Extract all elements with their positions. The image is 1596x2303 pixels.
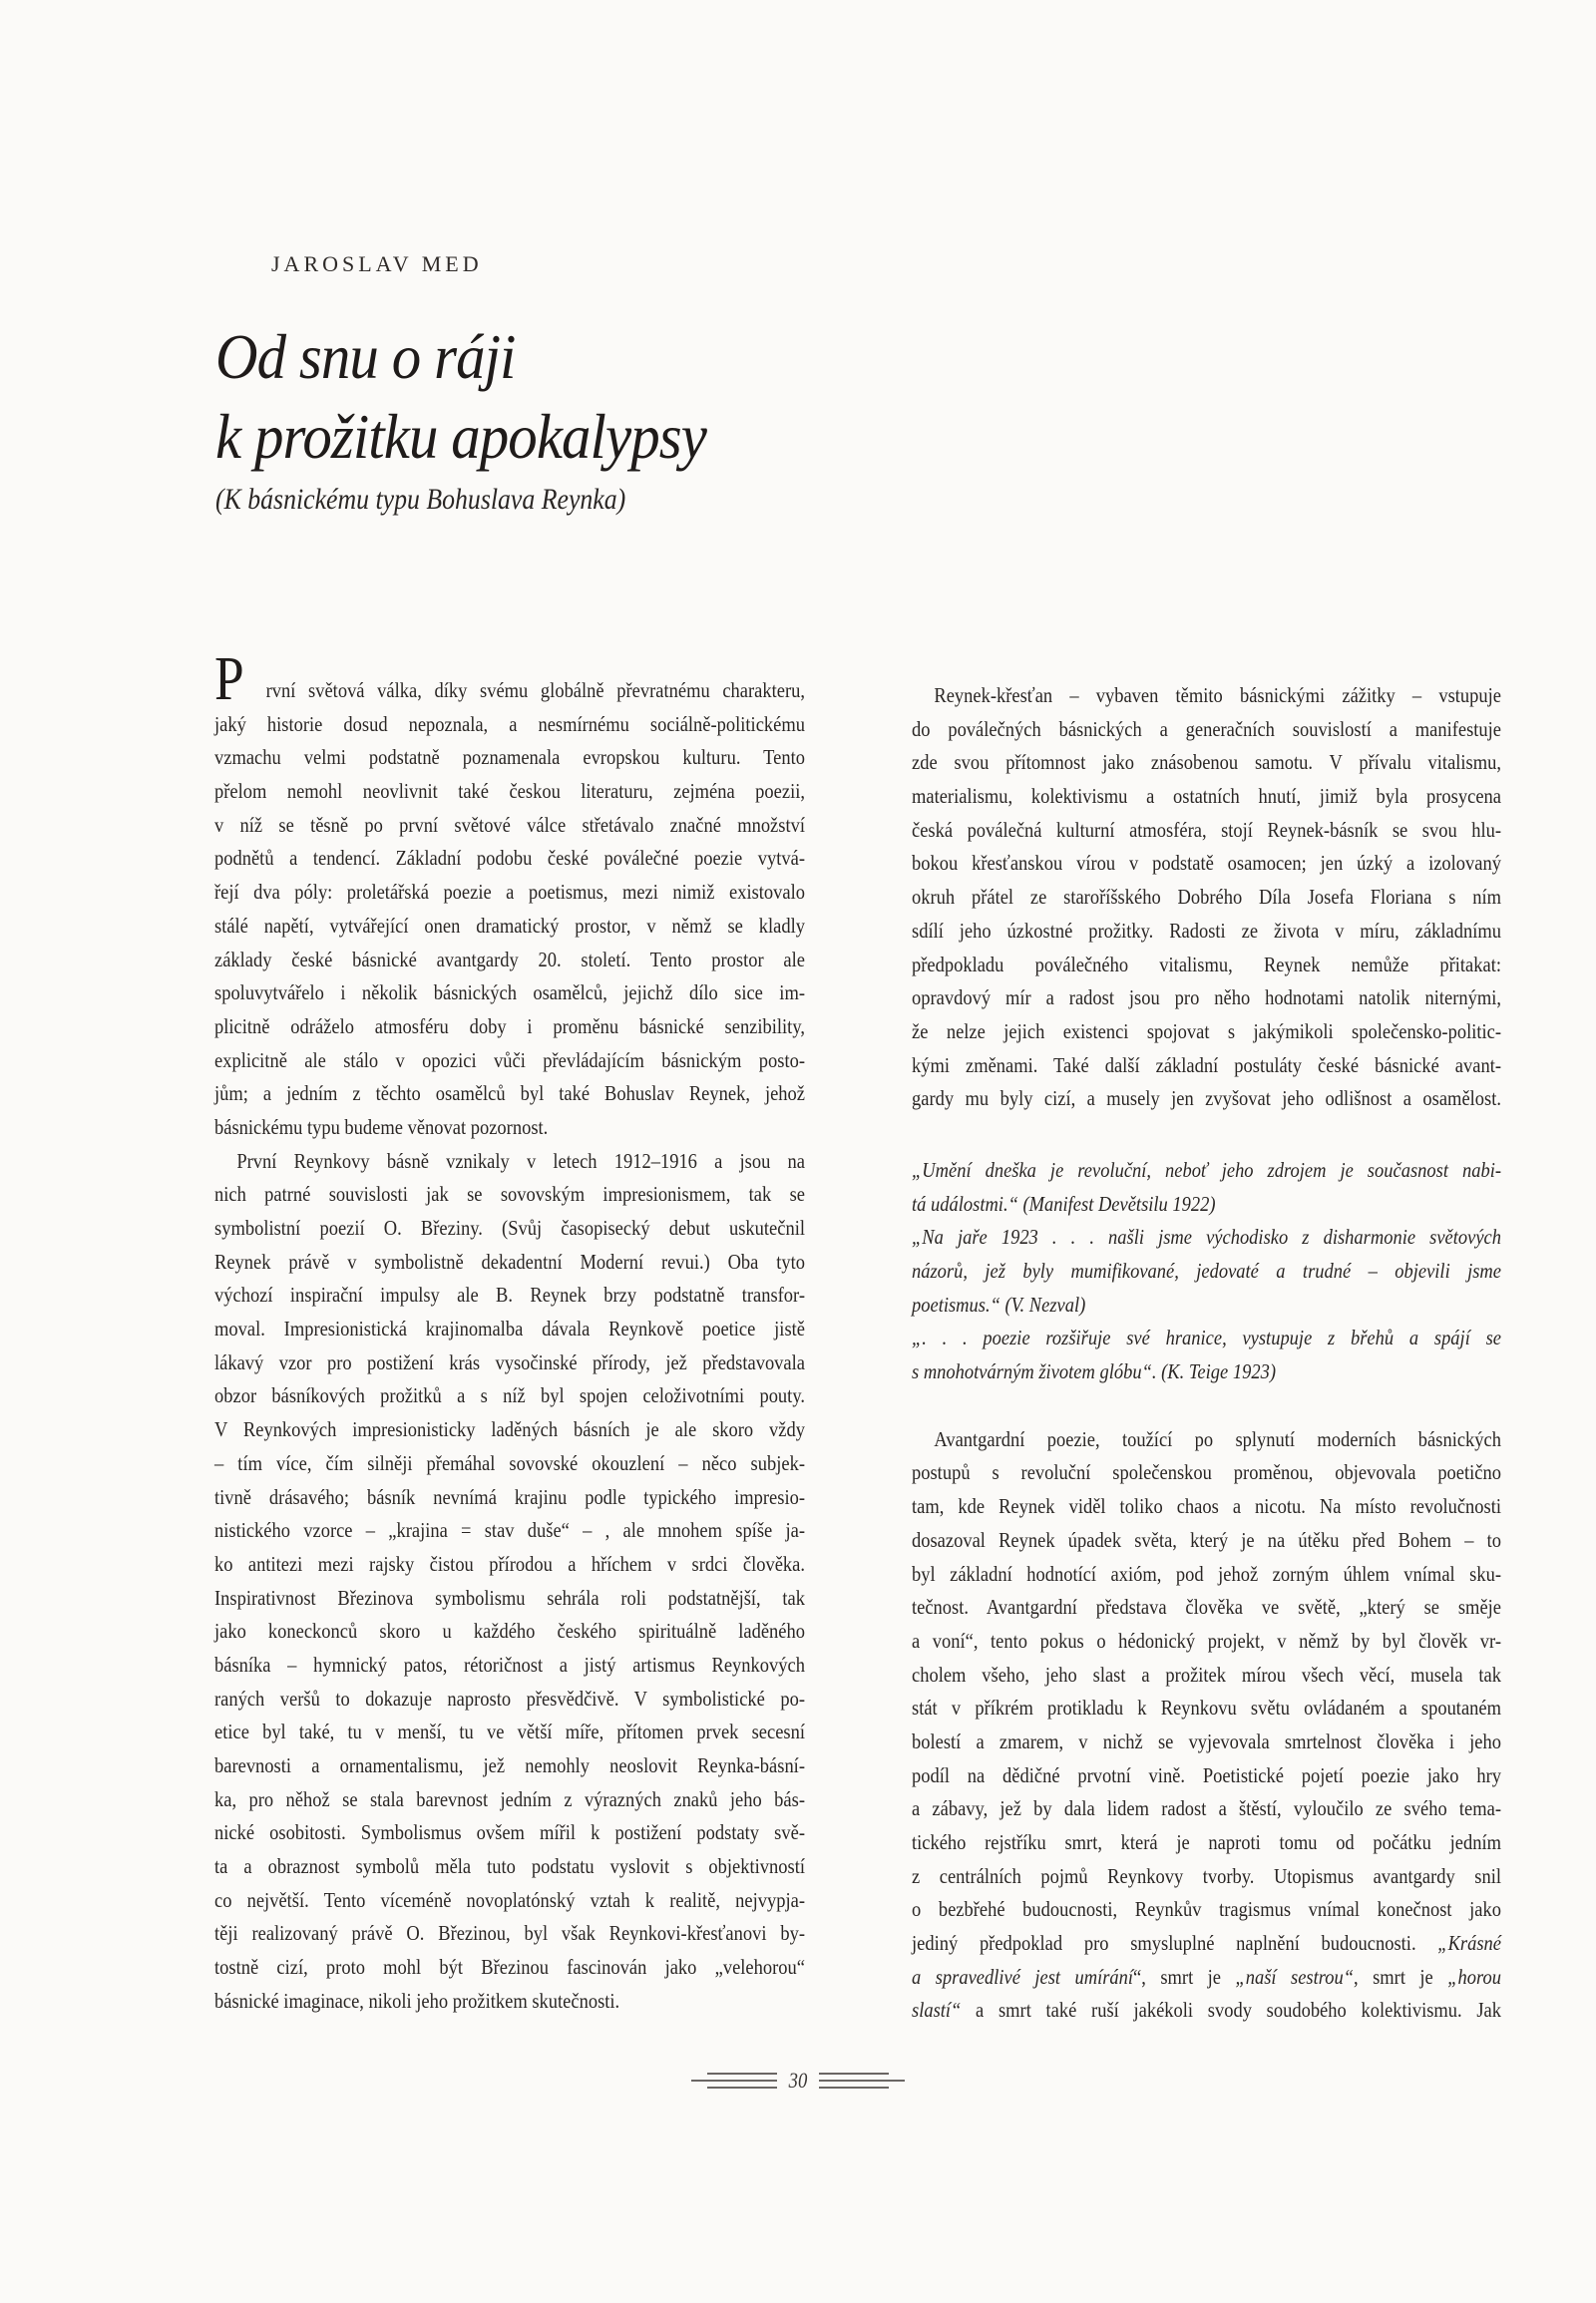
text-line: že nelze jejich existenci spojovat s jakýmikoli společensko-politic- — [912, 1018, 1501, 1043]
text-line: podíl na dědičné prvotní vině. Poetistické pojetí poezie jako hry — [912, 1762, 1501, 1787]
text-line: plicitně odráželo atmosféru doby i proměnu básnické senzibility, — [214, 1013, 805, 1038]
text-line: opravdový mír a radost jsou pro něho hodnotami natolik niternými, — [912, 985, 1501, 1010]
right-column — [912, 679, 1501, 2028]
text-line: básnické imaginace, nikoli jeho prožitkem skutečnosti. — [214, 1988, 620, 2013]
quote-line: „Umění dneška je revoluční, neboť jeho zdrojem je současnost nabi- — [912, 1157, 1501, 1182]
text-line: zde svou přítomnost jako znásobenou samotu. V přívalu vitalismu, — [912, 750, 1501, 775]
text-line: jům; a jedním z těchto osamělců byl také Bohuslav Reynek, jehož — [214, 1081, 805, 1106]
text-line: básníka – hymnický patos, rétoričnost a jistý artismus Reynkových — [214, 1652, 805, 1677]
left-column — [214, 645, 805, 2019]
rule-line — [707, 2073, 777, 2075]
text-line: – tím více, čím silněji přemáhal sovovské okouzlení – něco subjek- — [214, 1450, 805, 1475]
rule-line — [691, 2080, 777, 2082]
text-line: nické osobitosti. Symbolismus ovšem mířil k postižení podstaty svě- — [214, 1820, 805, 1845]
quote-line: názorů, jež byly mumifikované, jedovaté a trudné – objevili jsme — [912, 1259, 1501, 1283]
text-line: tečnost. Avantgardní představa člověka ve světě, „který se směje — [912, 1595, 1501, 1620]
text-line: v níž se těsně po první světové válce střetávalo značné množství — [214, 812, 805, 837]
text-line: řejí dva póly: proletářská poezie a poetismus, mezi nimiž existovalo — [214, 880, 805, 905]
text-line: co největší. Tento víceméně novoplatónský vztah k realitě, nejvypja- — [214, 1887, 805, 1912]
text-line: etice byl také, tu v menší, tu ve větší míře, přítomen prvek secesní — [214, 1720, 805, 1744]
text-line-content: rvní světová válka, díky svému globálně převratnému charakteru, — [265, 678, 805, 702]
paragraph — [912, 1423, 1501, 2028]
text-line: cholem všeho, jeho slast a prožitek mírou všech věcí, musela tak — [912, 1662, 1501, 1687]
text-line: moval. Impresionistická krajinomalba dávala Reynkově poetice jistě — [214, 1317, 805, 1342]
text-line: symbolistní poezií O. Březiny. (Svůj časopisecký debut uskutečnil — [214, 1216, 805, 1240]
text-line: nistického vzorce – „krajina = stav duše“ – , ale mnohem spíše ja- — [214, 1518, 805, 1543]
text-line: tostně cizí, proto mohl být Březinou fascinován jako „velehorou“ — [214, 1955, 805, 1980]
text-run: , smrt je — [1354, 1964, 1433, 1989]
text-line: a zábavy, jež by dala lidem radost a štěstí, vyloučilo ze svého tema- — [912, 1796, 1501, 1821]
quote-block — [912, 1154, 1501, 1389]
text-line: ta a obraznost symbolů měla tuto podstatu vyslovit s objektivností — [214, 1854, 805, 1879]
text-line: tam, kde Reynek viděl toliko chaos a nicotu. Na místo revolučnosti — [912, 1494, 1501, 1519]
text-line: stát v příkrém protikladu k Reynkovu světu ovládaném a spoutaném — [912, 1696, 1501, 1721]
text-line: bolestí a zmarem, v nichž se vyjevovala smrtelnost člověka i jeho — [912, 1728, 1501, 1753]
quoted-phrase: a spravedlivé jest umírání — [912, 1964, 1134, 1989]
quote-line: „Na jaře 1923 . . . našli jsme východisko z disharmonie světových — [912, 1225, 1501, 1250]
text-line: raných veršů to dokazuje naprosto přesvědčivě. V symbolistické po- — [214, 1686, 805, 1711]
text-line: gardy mu byly cizí, a musely jen zvyšovat jeho odlišnost a osamělost. — [912, 1086, 1501, 1111]
text-line: ko antitezi mezi rajsky čistou přírodou a hříchem v srdci člověka. — [214, 1551, 805, 1576]
text-line: tivně drásavého; básník nevnímá krajinu podle typického impresio- — [214, 1484, 805, 1509]
text-line: těji realizovaný právě O. Březinou, byl však Reynkovi-křesťanovi by- — [214, 1921, 805, 1946]
quote-line: s mnohotvárným životem glóbu“. (K. Teige 1923) — [912, 1359, 1276, 1384]
text-run: “, smrt je — [1133, 1964, 1222, 1989]
text-line: podnětů a tendencí. Základní podobu české poválečné poezie vytvá- — [214, 846, 805, 871]
text-line: jaký historie dosud nepoznala, a nesmírnému sociálně-politickému — [214, 711, 805, 736]
text-line: vzmachu velmi podstatně poznamenala evropskou kulturu. Tento — [214, 745, 805, 770]
spacer — [912, 1116, 1501, 1154]
spacer — [912, 1389, 1501, 1423]
text-line — [912, 1994, 1501, 2028]
right-ornament-rules — [819, 2073, 905, 2089]
text-line: obzor básníkových prožitků a s níž byl spojen celoživotními pouty. — [214, 1383, 805, 1408]
quote-line: poetismus.“ (V. Nezval) — [912, 1292, 1086, 1317]
text-line — [912, 1961, 1501, 1995]
text-line: bokou křesťanskou vírou v podstatě osamocen; jen úzký a izolovaný — [912, 851, 1501, 876]
text-line: okruh přátel ze staroříšského Dobrého Díla Josefa Floriana s ním — [912, 885, 1501, 910]
text-line: do poválečných básnických a generačních souvislostí a manifestuje — [912, 716, 1501, 741]
text-line — [912, 1927, 1501, 1961]
article-subtitle: (K básnickému typu Bohuslava Reynka) — [215, 483, 626, 516]
page-folio — [0, 2068, 1596, 2094]
text-run: jediný předpoklad pro smysluplné naplnění budoucnosti. — [912, 1931, 1416, 1956]
quoted-phrase: „naší sestrou“ — [1235, 1964, 1355, 1989]
text-line: stálé napětí, vytvářející onen dramatický prostor, v němž se kladly — [214, 913, 805, 938]
rule-line — [819, 2087, 889, 2089]
text-line: předpokladu poválečného vitalismu, Reynek nemůže přitakat: — [912, 952, 1501, 976]
text-line: sdílí jeho úzkostné prožitky. Radosti ze života v míru, základnímu — [912, 918, 1501, 943]
left-ornament-rules — [691, 2073, 777, 2089]
quote-line: „. . . poezie rozšiřuje své hranice, vystupuje z břehů a spájí se — [912, 1326, 1501, 1350]
text-line: kými změnami. Také další základní postuláty české básnické avant- — [912, 1052, 1501, 1077]
text-line: explicitně ale stálo v opozici vůči převládajícím básnickým posto- — [214, 1047, 805, 1072]
text-line: postupů s revoluční společenskou proměnou, objevovala poetično — [912, 1460, 1501, 1485]
text-line: Inspirativnost Březinova symbolismu sehrála roli podstatnější, tak — [214, 1585, 805, 1610]
text-line: Avantgardní poezie, toužící po splynutí moderních básnických — [934, 1426, 1501, 1451]
rule-line — [819, 2080, 905, 2082]
author-name: JAROSLAV MED — [271, 251, 483, 276]
text-line: barevnosti a ornamentalismu, jež nemohly neoslovit Reynka-básní- — [214, 1753, 805, 1777]
text-run: a smrt také ruší jakékoli svody soudobého kolektivismu. Jak — [976, 1998, 1502, 2023]
text-line: přelom nemohl neovlivnit také českou literaturu, zejména poezii, — [214, 779, 805, 804]
text-line: nich patrné souvislosti jak se sovovským impresionismem, tak se — [214, 1182, 805, 1207]
rule-line — [819, 2073, 889, 2075]
text-line: Reynek právě v symbolistně dekadentní Moderní revui.) Oba tyto — [214, 1249, 805, 1274]
quoted-phrase: slastí“ — [912, 1998, 962, 2023]
paragraph — [912, 679, 1501, 1116]
text-line: základy české básnické avantgardy 20. století. Tento prostor ale — [214, 947, 805, 971]
text-line: výchozí inspirační impulsy ale B. Reynek brzy podstatně transfor- — [214, 1283, 805, 1308]
text-line: V Reynkových impresionisticky laděných básních je ale skoro vždy — [214, 1417, 805, 1442]
drop-cap: P — [214, 645, 244, 713]
quoted-phrase: „Krásné — [1437, 1931, 1502, 1956]
text-line: Reynek-křesťan – vybaven těmito básnickými zážitky – vstupuje — [934, 683, 1501, 707]
quote-line: tá událostmi.“ (Manifest Devětsilu 1922) — [912, 1191, 1216, 1216]
text-line: spoluvytvářelo i několik básnických osamělců, jejichž dílo sice im- — [214, 980, 805, 1005]
text-line: jako koneckonců skoro u každého českého spirituálně laděného — [214, 1619, 805, 1644]
text-line — [214, 645, 805, 713]
title-line: k prožitku apokalypsy — [215, 401, 706, 472]
text-line: o bezbřehé budoucnosti, Reynkův tragismus vnímal konečnost jako — [912, 1897, 1501, 1922]
text-line: a voní“, tento pokus o hédonický projekt, v němž by byl člověk vr- — [912, 1628, 1501, 1653]
text-line: česká poválečná kulturní atmosféra, stojí Reynek-básník se svou hlu- — [912, 817, 1501, 842]
text-line: ka, pro něhož se stala barevnost jedním z výrazných znaků jeho bás- — [214, 1786, 805, 1811]
text-line: dosazoval Reynek úpadek světa, který je na útěku před Bohem – to — [912, 1527, 1501, 1552]
title-line: Od snu o ráji — [215, 321, 516, 392]
quoted-phrase: „horou — [1447, 1964, 1502, 1989]
text-line: lákavý vzor pro postižení krás vysočinské přírody, jež představovala — [214, 1349, 805, 1374]
text-line: byl základní hodnotící axióm, pod jehož zorným úhlem vnímal sku- — [912, 1561, 1501, 1586]
text-line: z centrálních pojmů Reynkovy tvorby. Utopismus avantgardy snil — [912, 1863, 1501, 1888]
article-title — [215, 317, 706, 477]
rule-line — [707, 2087, 777, 2089]
page-number: 30 — [788, 2068, 808, 2093]
text-line: materialismu, kolektivismu a ostatních hnutí, jimiž byla prosycena — [912, 784, 1501, 809]
text-line: První Reynkovy básně vznikaly v letech 1912–1916 a jsou na — [236, 1148, 805, 1173]
text-line: tického rejstříku smrt, která je naproti tomu od počátku jedním — [912, 1830, 1501, 1854]
text-line: básnickému typu budeme věnovat pozornost. — [214, 1114, 549, 1139]
